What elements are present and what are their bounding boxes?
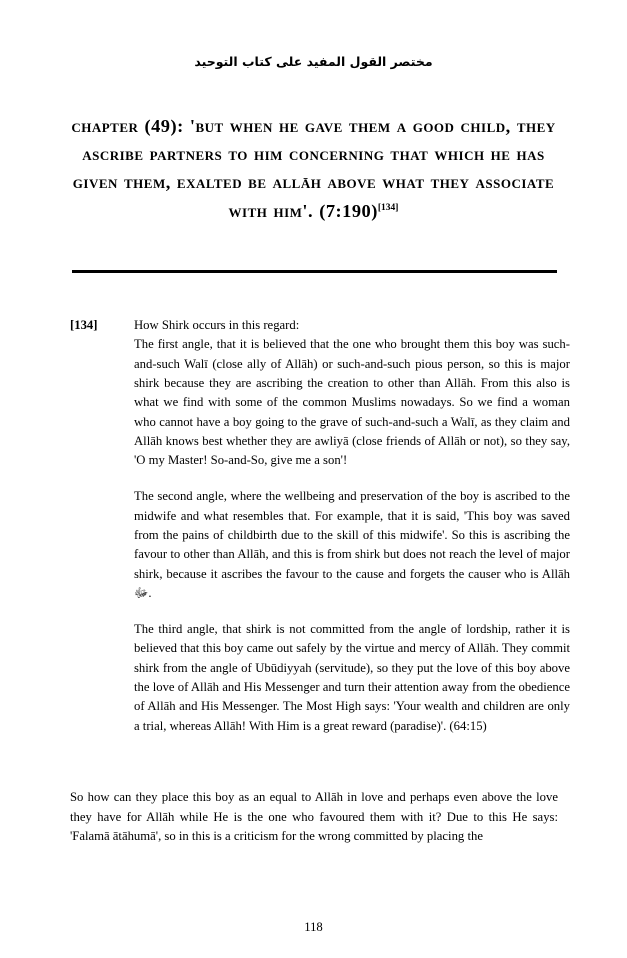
running-head-arabic: مختصر القول المفيد على كتاب التوحيد (194, 54, 433, 69)
footnote-paragraph-2: The second angle, where the wellbeing and preservation of the boy is ascribed to the midwife and what resembles that. For example, that it is said, 'This boy was saved from the pains of childbirth due to the skill of this midwife'. So this is ascribing the favour to other than Allāh, and this is from shirk but does not reach the level of major shirk, because it ascribes the favour to the cause and forgets the causer who is Allāh ﷻ. (134, 489, 570, 600)
chapter-title-text: chapter (49): 'but when he gave them a good child, they ascribe partners to him concerning that which he has given them, exalted be allāh above what they associate with him'. (7:190) (71, 116, 556, 221)
footnote-paragraph-3: The third angle, that shirk is not committed from the angle of lordship, rather it is believed that this boy came out safely by the virtue and mercy of Allāh. They commit shirk from the angle of Ubūdiyyah (servitude), so they put the love of this boy above the love of Allāh and His Messenger and turn their attention away from the obedience of Allāh and His Messenger. The Most High says: 'Your wealth and children are only a trial, whereas Allāh! With Him is a great reward (paradise)'. (64:15) (134, 621, 570, 733)
footnote-lead-line: How Shirk occurs in this regard: (134, 318, 300, 332)
footnote-marker: [134] (70, 318, 98, 332)
header-divider-rule (72, 270, 557, 273)
footnote-paragraph-1: The first angle, that it is believed that the one who brought them this boy was such-and-such Walī (close ally of Allāh) or such-and-such pious person, so this is major shirk because they are ascribing the creation to other than Allāh. From this also is what we find with some of the common Muslims nowadays. So we find a woman who cannot have a boy going to the grave of such-and-such a Walī, as they claim and Allāh knows best whether they are awliyā (close friends of Allāh or not), so they say, 'O my Master! So-and-So, give me a son'! (134, 337, 570, 468)
chapter-title-footnote-ref: [134] (377, 202, 399, 213)
page-number: 118 (304, 920, 323, 934)
footnote-body (134, 316, 570, 736)
main-body-paragraph (70, 788, 558, 847)
chapter-title (63, 112, 564, 225)
footnote-block (70, 316, 570, 736)
main-body-paragraph-text: So how can they place this boy as an equal to Allāh in love and perhaps even above the love they have for Allāh while He is the one who favoured them with it? Due to this He says: 'Falamā ātāhumā', so in this is a criticism for the wrong committed by placing the (70, 790, 558, 844)
